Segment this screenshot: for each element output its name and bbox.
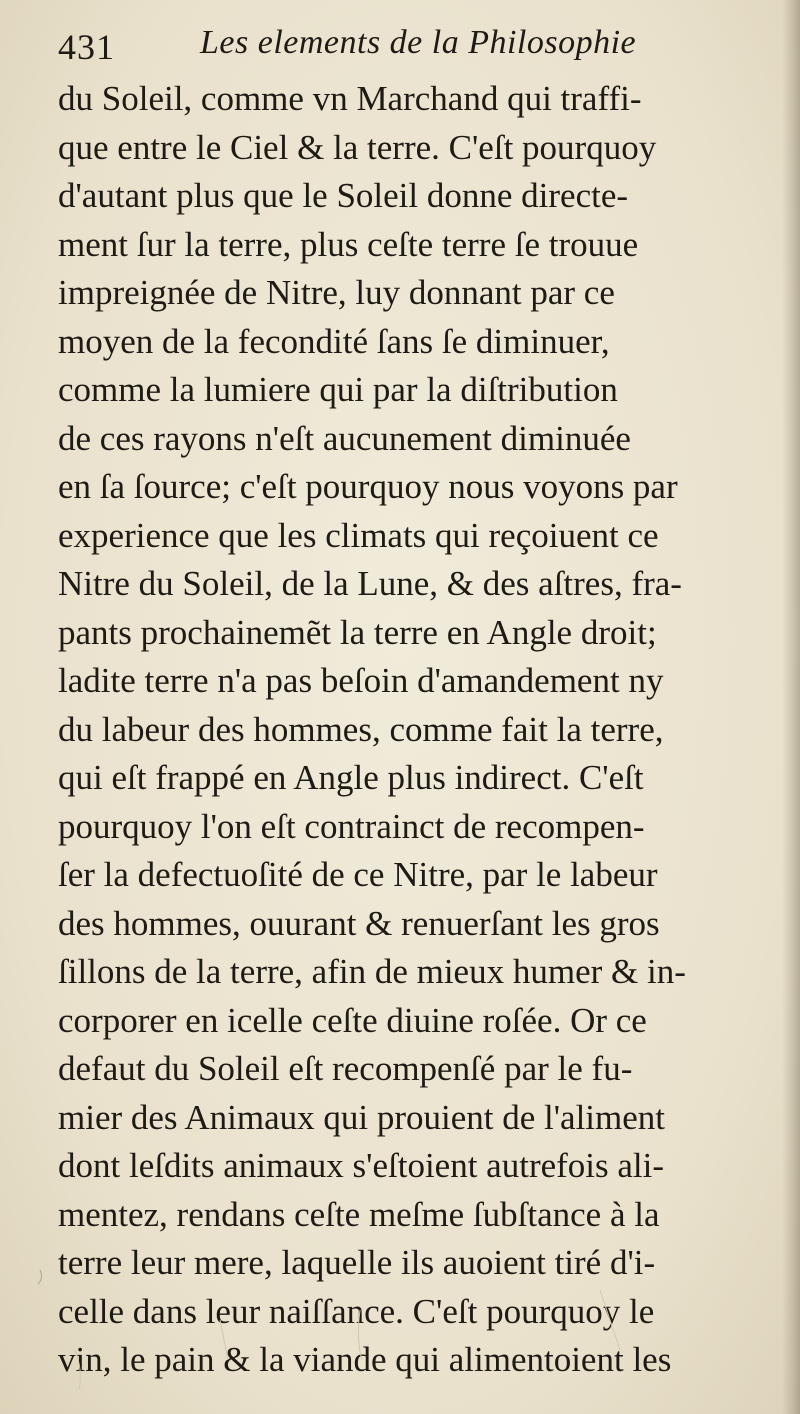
- paper-marks: [0, 1250, 800, 1410]
- text-line: mentez, rendans ceſte meſme ſubſtance à la: [58, 1194, 660, 1234]
- text-line: defaut du Soleil eſt recompenſé par le fu-: [58, 1049, 633, 1088]
- text-line: vin, le pain & la viande qui alimentoient les: [58, 1340, 672, 1379]
- page-number: 431: [58, 27, 115, 67]
- text-line: corporer en icelle ceſte diuine roſée. Or ce: [58, 1000, 647, 1040]
- text-line: ſillons de la terre, afin de mieux humer & in-: [58, 952, 686, 991]
- text-line: du labeur des hommes, comme fait la terre,: [58, 709, 664, 749]
- text-line: mier des Animaux qui prouient de l'aliment: [58, 1097, 666, 1137]
- page-header: [58, 22, 758, 72]
- text-line: d'autant plus que le Soleil donne directe-: [58, 176, 629, 215]
- text-line: ment ſur la terre, plus ceſte terre ſe trouue: [58, 224, 639, 264]
- text-line: que entre le Ciel & la terre. C'eſt pourquoy: [58, 127, 657, 167]
- text-line: Nitre du Soleil, de la Lune, & des aſtres, fra-: [58, 564, 682, 603]
- text-line: celle dans leur naiſſance. C'eſt pourquoy le: [58, 1291, 655, 1331]
- text-line: pants prochainemẽt la terre en Angle droit;: [58, 612, 657, 652]
- body-text: [58, 75, 788, 1385]
- text-line: pourquoy l'on eſt contrainct de recompen-: [58, 806, 645, 846]
- text-line: comme la lumiere qui par la diſtribution: [58, 370, 618, 409]
- text-line: en ſa ſource; c'eſt pourquoy nous voyons par: [58, 467, 678, 506]
- text-line: qui eſt frappé en Angle plus indirect. C'eſt: [58, 758, 644, 797]
- running-title: Les elements de la Philosophie: [200, 24, 637, 61]
- text-line: des hommes, ouurant & renuerſant les gros: [58, 903, 660, 943]
- text-line: du Soleil, comme vn Marchand qui traffi-: [58, 79, 642, 118]
- text-line: experience que les climats qui reçoiuent ce: [58, 515, 659, 555]
- text-line: terre leur mere, laquelle ils auoient tiré d'i-: [58, 1243, 656, 1282]
- text-line: ladite terre n'a pas beſoin d'amandement ny: [58, 661, 664, 700]
- text-line: dont leſdits animaux s'eſtoient autrefois ali-: [58, 1146, 665, 1185]
- text-line: impreignée de Nitre, luy donnant par ce: [58, 273, 615, 312]
- text-line: ſer la defectuoſité de ce Nitre, par le labeur: [58, 855, 658, 894]
- text-line: moyen de la fecondité ſans ſe diminuer,: [58, 321, 610, 361]
- text-line: de ces rayons n'eſt aucunement diminuée: [58, 418, 631, 458]
